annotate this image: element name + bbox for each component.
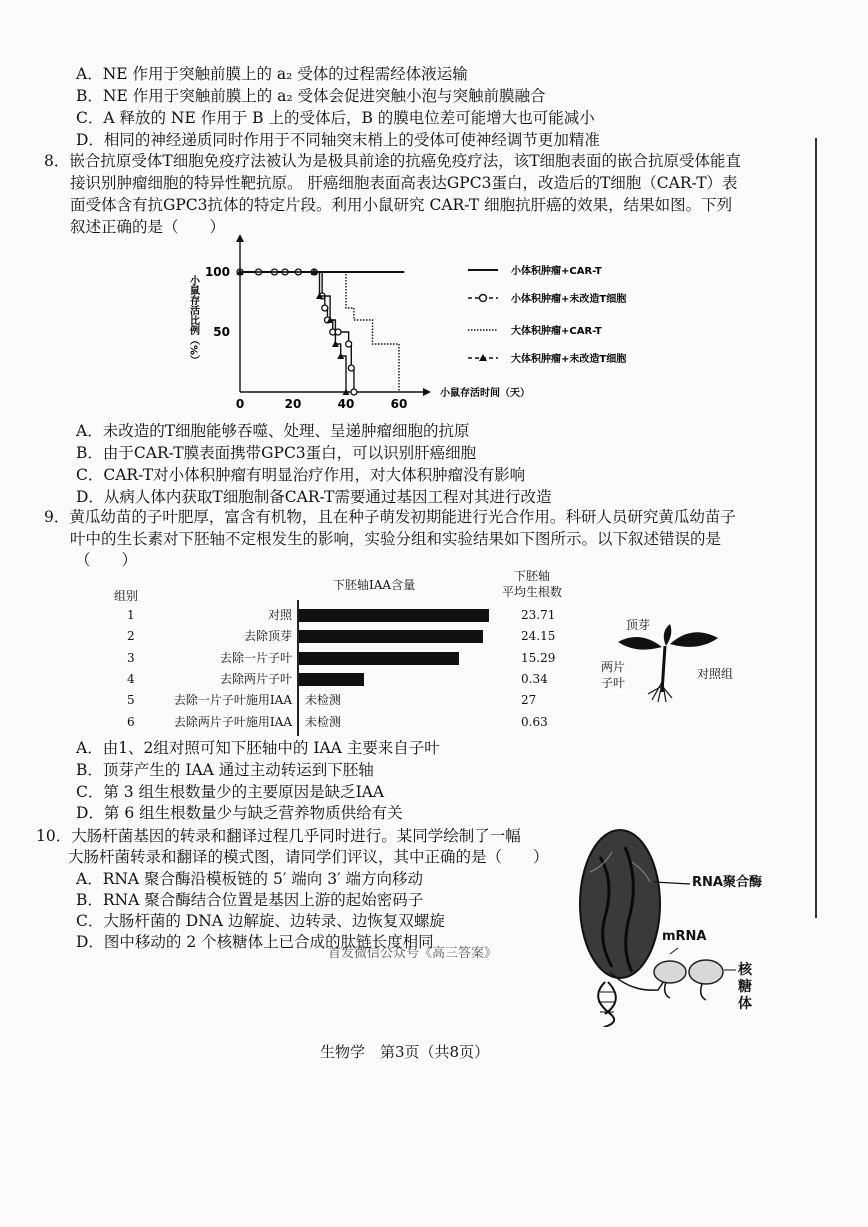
q9-stem-line: （ ） [75, 551, 138, 569]
q9-option-c: C．第 3 组生根数量少的主要原因是缺乏IAA [76, 783, 385, 801]
q10-stem-line: 10．大肠杆菌基因的转录和翻译过程几乎同时进行。某同学绘制了一幅 [36, 827, 521, 845]
group-treatment: 去除顶芽 [243, 629, 292, 644]
group-number: 2 [127, 629, 135, 644]
data-point [322, 305, 328, 311]
q8-option-a: A．未改造的T细胞能够吞噬、处理、呈递肿瘤细胞的抗原 [76, 422, 470, 440]
x-tick-label: 40 [337, 397, 355, 411]
q9-option-d: D．第 6 组生根数量少与缺乏营养物质供给有关 [76, 804, 403, 822]
root-count: 15.29 [521, 650, 556, 665]
group-number: 5 [127, 693, 135, 708]
q10-option-c: C．大肠杆菌的 DNA 边解旋、边转录、边恢复双螺旋 [76, 912, 445, 930]
cotyledon-label: 两片 子叶 [601, 660, 626, 690]
roots-header: 下胚轴 平均生根数 [502, 569, 563, 599]
q8-stem-line: 接识别肿瘤细胞的特异性靶抗原。 肝癌细胞表面高表达GPC3蛋白，改造后的T细胞（CAR-T）表 [70, 174, 738, 192]
control-label: 对照组 [697, 667, 734, 681]
q9-stem-line: 叶中的生长素对下胚轴不定根发生的影响，实验分组和实验结果如下图所示。以下叙述错误的是 [70, 530, 722, 548]
legend-marker [480, 295, 487, 302]
watermark: 首发微信公众号《高三答案》 [328, 946, 498, 961]
q8-option-d: D．从病人体内获取T细胞制备CAR-T需要通过基因工程对其进行改造 [76, 488, 552, 506]
q8-stem-line: 叙述正确的是（ ） [70, 218, 226, 236]
y-tick-label: 50 [213, 325, 230, 339]
x-tick-label: 0 [235, 397, 245, 411]
y-axis-arrow [236, 234, 244, 242]
q10-stem-line: 大肠杆菌转录和翻译的模式图，请同学们评议，其中正确的是（ ） [68, 848, 549, 866]
legend-label: 小体积肿瘤+CAR-T [511, 266, 602, 277]
group-number: 6 [127, 714, 135, 729]
y-tick-label: 100 [204, 265, 230, 279]
group-number: 4 [127, 671, 135, 686]
root-count: 0.34 [521, 671, 548, 686]
q10-option-d: D．图中移动的 2 个核糖体上已合成的肽链长度相同 [76, 933, 434, 951]
root-count: 0.63 [521, 714, 548, 729]
q10-option-b: B．RNA 聚合酶结合位置是基因上游的起始密码子 [76, 891, 424, 909]
q10-option-a: A．RNA 聚合酶沿模板链的 5′ 端向 3′ 端方向移动 [76, 870, 424, 888]
group-treatment: 对照 [267, 608, 292, 622]
q9-option-b: B．顶芽产生的 IAA 通过主动转运到下胚轴 [76, 761, 374, 779]
iaa-not-measured: 未检测 [305, 714, 342, 729]
survival-chart [185, 230, 655, 415]
iaa-bar [299, 630, 483, 643]
x-tick-label: 60 [390, 397, 408, 411]
data-point [348, 365, 354, 371]
q7-option-c: C．A 释放的 NE 作用于 B 上的受体后，B 的膜电位差可能增大也可能减小 [76, 109, 595, 127]
margin-rule [815, 138, 817, 918]
q9-stem-line: 9．黄瓜幼苗的子叶肥厚，富含有机物，且在种子萌发初期能进行光合作用。科研人员研究黄瓜幼苗子 [44, 508, 736, 526]
legend-label: 大体积肿瘤+未改造T细胞 [511, 354, 627, 365]
q7-option-d: D．相同的神经递质同时作用于不同轴突末梢上的受体可使神经调节更加精准 [76, 131, 600, 149]
q8-stem-line: 8．嵌合抗原受体T细胞免疫疗法被认为是极具前途的抗癌免疫疗法，该T细胞表面的嵌合抗原受体能直 [44, 152, 742, 170]
bud-label: 顶芽 [626, 618, 651, 632]
group-header: 组别 [114, 589, 139, 603]
group-treatment: 去除一片子叶 [219, 650, 292, 665]
q8-stem-line: 面受体含有抗GPC3抗体的特定片段。利用小鼠研究 CAR-T 细胞抗肝癌的效果，结果如图。下列 [70, 196, 733, 214]
data-point [346, 341, 352, 347]
iaa-header: 下胚轴IAA含量 [333, 578, 416, 592]
data-point [351, 389, 357, 395]
iaa-not-measured: 未检测 [305, 693, 342, 708]
page-footer: 生物学 第3页（共8页） [320, 1043, 490, 1061]
q8-option-c: C．CAR-T对小体积肿瘤有明显治疗作用，对大体积肿瘤没有影响 [76, 466, 526, 484]
x-axis-label: 小鼠存活时间（天） [440, 388, 530, 399]
y-axis-label: 小鼠存活比例（%） [187, 275, 199, 366]
root-count: 23.71 [521, 608, 556, 622]
iaa-bar [299, 652, 459, 665]
q7-option-b: B．NE 作用于突触前膜上的 a₂ 受体会促进突触小泡与突触前膜融合 [76, 87, 546, 105]
root-count: 27 [521, 693, 537, 708]
legend-label: 大体积肿瘤+CAR-T [511, 326, 602, 337]
iaa-bar [299, 609, 489, 622]
group-number: 1 [127, 608, 135, 622]
root-count: 24.15 [521, 629, 556, 644]
q9-option-a: A．由1、2组对照可知下胚轴中的 IAA 主要来自子叶 [76, 739, 440, 757]
x-axis-arrow [423, 388, 431, 396]
group-treatment: 去除一片子叶施用IAA [173, 693, 292, 708]
iaa-bar [299, 673, 364, 686]
q7-option-a: A．NE 作用于突触前膜上的 a₂ 受体的过程需经体液运输 [76, 65, 468, 83]
polymerase-label: RNA聚合酶 [692, 875, 762, 890]
q8-option-b: B．由于CAR-T膜表面携带GPC3蛋白，可以识别肝癌细胞 [76, 444, 477, 462]
mrna-label: mRNA [662, 929, 707, 944]
x-tick-label: 20 [284, 397, 302, 411]
group-number: 3 [127, 650, 135, 665]
ribosome-label: 核 糖 体 [738, 962, 752, 1012]
group-treatment: 去除两片子叶 [219, 671, 292, 686]
group-treatment: 去除两片子叶施用IAA [173, 714, 292, 729]
legend-label: 小体积肿瘤+未改造T细胞 [511, 294, 627, 305]
